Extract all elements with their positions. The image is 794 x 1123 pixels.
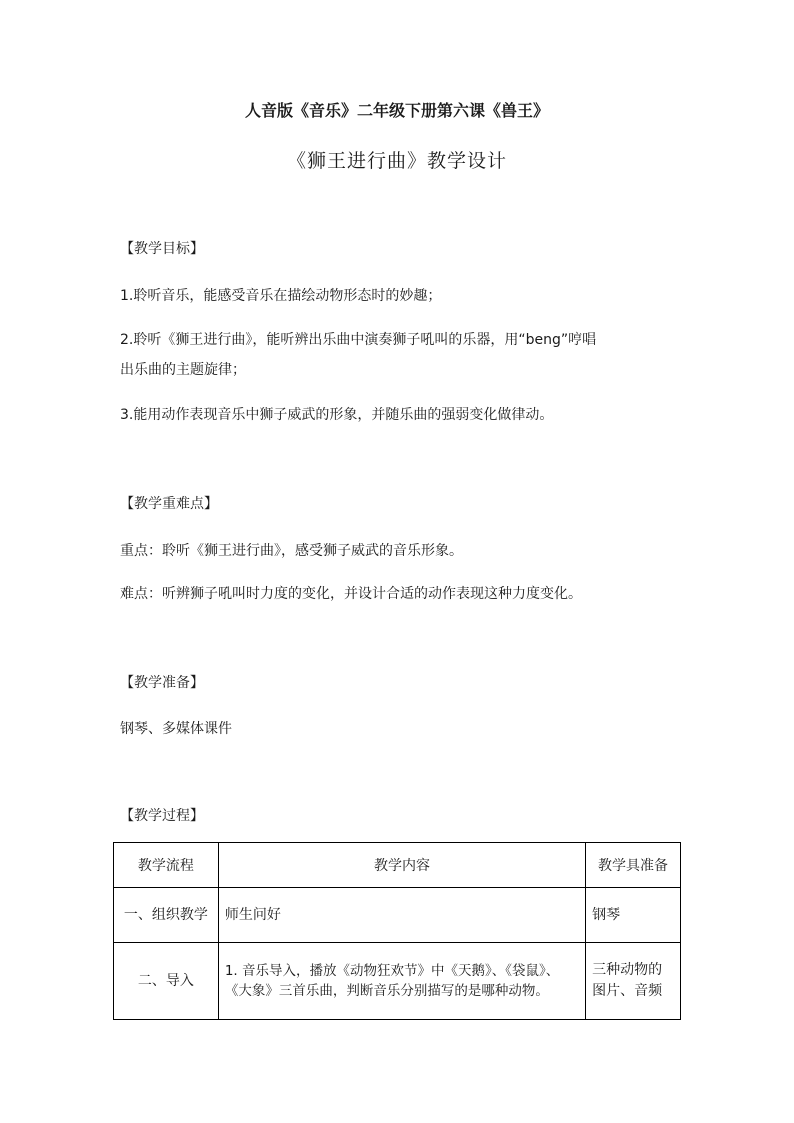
document-title-line1: 人音版《音乐》二年级下册第六课《兽王》 xyxy=(244,101,549,120)
table-header-step: 教学流程 xyxy=(114,843,219,888)
row2-content: 1. 音乐导入，播放《动物狂欢节》中《天鹅》、《袋鼠》、《大象》三首乐曲，判断音乐分别描写的是哪种动物。 xyxy=(224,963,560,999)
row1-content: 师生问好 xyxy=(224,906,281,923)
table-header-row xyxy=(114,843,681,888)
table-header-tools: 教学具准备 xyxy=(586,843,681,888)
table-header-content: 教学内容 xyxy=(218,843,585,888)
table-row xyxy=(114,888,681,943)
row1-tools: 钢琴 xyxy=(592,906,621,923)
section-heading-preparation: 【教学准备】 xyxy=(120,675,204,691)
goal-item-3: 3.能用动作表现音乐中狮子威武的形象，并随乐曲的强弱变化做律动。 xyxy=(120,407,554,423)
row2-step: 二、导入 xyxy=(137,972,194,989)
section-heading-process: 【教学过程】 xyxy=(120,808,204,824)
row1-step: 一、组织教学 xyxy=(123,906,208,923)
goal-item-2-continued: 出乐曲的主题旋律； xyxy=(120,362,246,378)
difficult-point-item: 难点：听辨狮子吼叫时力度的变化，并设计合适的动作表现这种力度变化。 xyxy=(120,586,582,602)
row2-tools: 三种动物的图片、音频 xyxy=(592,962,663,999)
table-row xyxy=(114,943,681,1020)
preparation-item: 钢琴、多媒体课件 xyxy=(120,721,232,737)
goal-item-2: 2.聆听《狮王进行曲》，能听辨出乐曲中演奏狮子吼叫的乐器，用“beng”哼唱 xyxy=(120,332,597,348)
section-heading-goals: 【教学目标】 xyxy=(120,241,204,257)
key-point-item: 重点：聆听《狮王进行曲》，感受狮子威武的音乐形象。 xyxy=(120,543,463,559)
document-title-line2: 《狮王进行曲》教学设计 xyxy=(286,150,507,172)
section-heading-key-points: 【教学重难点】 xyxy=(120,496,218,512)
goal-item-1: 1.聆听音乐，能感受音乐在描绘动物形态时的妙趣； xyxy=(120,288,442,304)
process-table xyxy=(113,842,681,1020)
